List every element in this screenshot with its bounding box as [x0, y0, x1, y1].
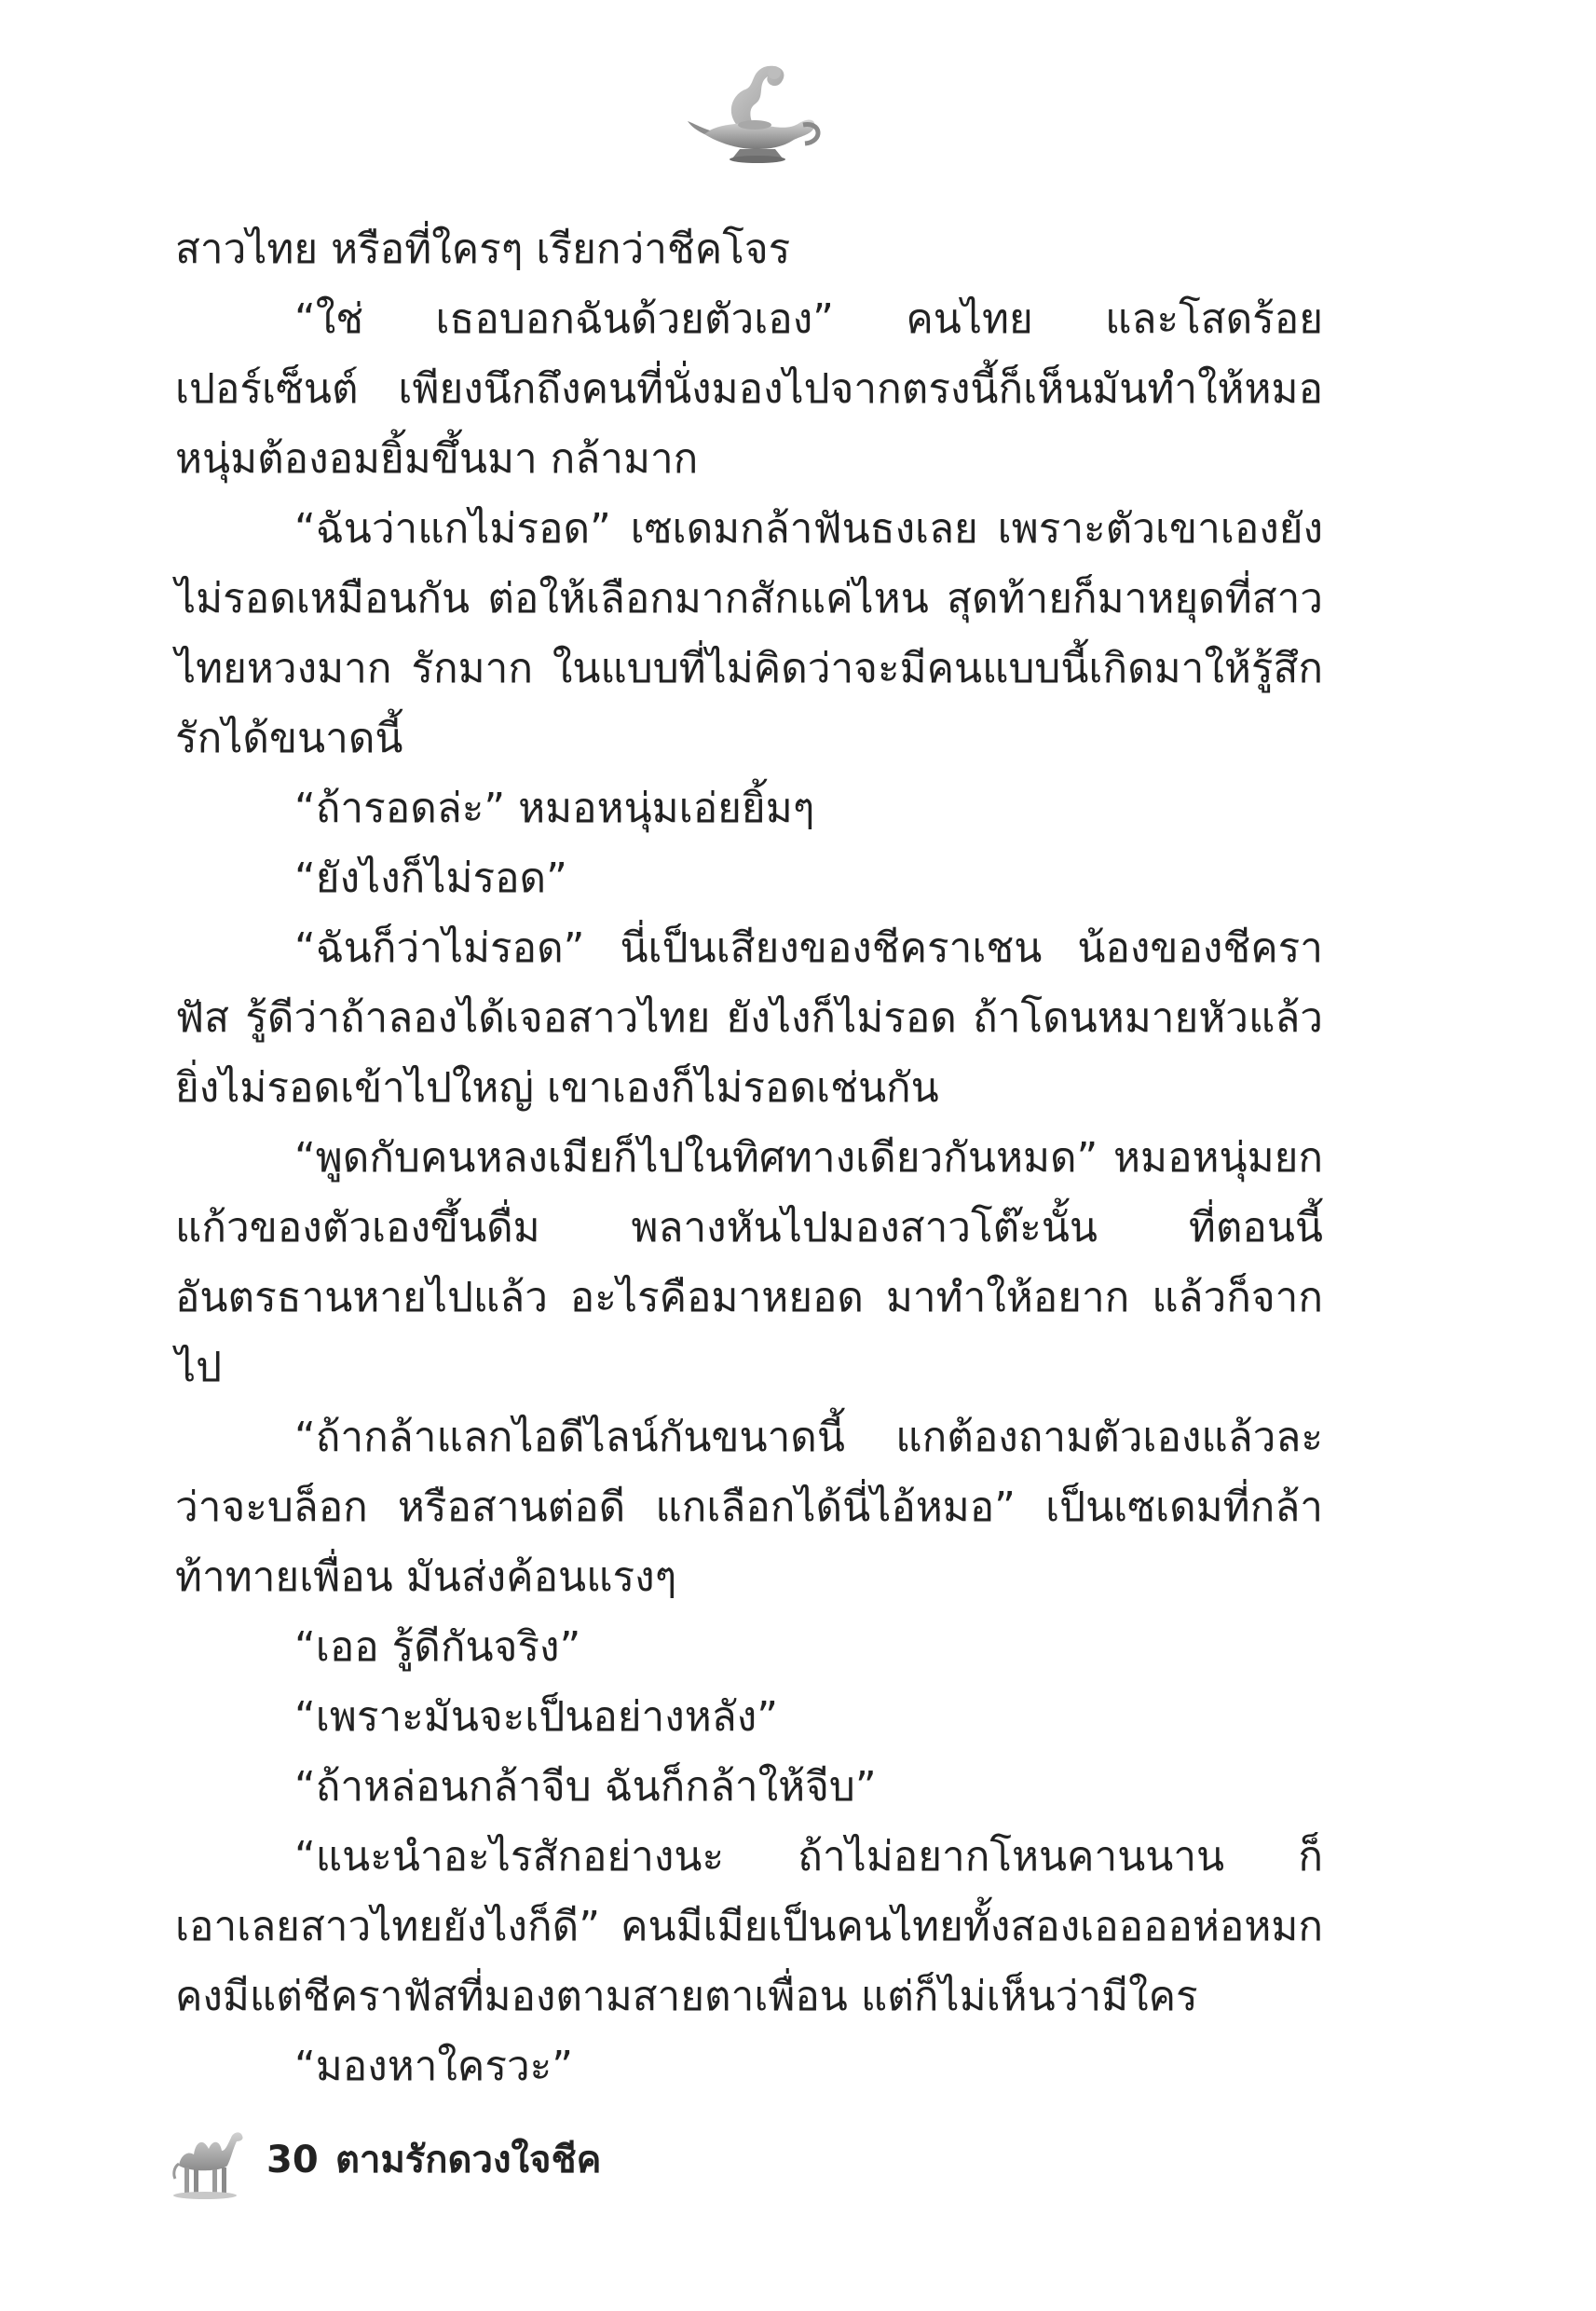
paragraph-12: “แนะนำอะไรสักอย่างนะ ถ้าไม่อยากโหนคานนาน ก็เอาเลยสาวไทยยังไงก็ดี” คนมีเมียเป็นคนไทยทั้งสองเออออห่อหมก คงมีแต่ชีคราฟัสที่มองตามสายตาเพื่อน แต่ก็ไม่เห็นว่ามีใคร — [175, 1833, 1323, 2020]
paragraph-2: “ใช่ เธอบอกฉันด้วยตัวเอง” คนไทย และโสดร้อยเปอร์เซ็นต์ เพียงนึกถึงคนที่นั่งมองไปจากตรงนี้ก็เห็นมันทำให้หมอหนุ่มต้องอมยิ้มขึ้นมา กล้ามาก — [175, 295, 1323, 483]
magic-lamp-with-genie-icon — [686, 56, 825, 168]
paragraph-9: “เออ รู้ดีกันจริง” — [294, 1623, 581, 1671]
paragraph-8: “ถ้ากล้าแลกไอดีไลน์กันขนาดนี้ แกต้องถามตัวเองแล้วละว่าจะบล็อก หรือสานต่อดี แกเลือกได้นี่ไอ้หมอ” เป็นเซเดมที่กล้าท้าทายเพื่อน มันส่งค้อนแรงๆ — [175, 1414, 1323, 1601]
paragraph-13: “มองหาใครวะ” — [294, 2043, 574, 2090]
paragraph-5: “ยังไงก็ไม่รอด” — [294, 855, 567, 902]
paragraph-6: “ฉันก็ว่าไม่รอด” นี่เป็นเสียงของชีคราเชน น้องของชีคราฟัส รู้ดีว่าถ้าลองได้เจอสาวไทย ยังไงก็ไม่รอด ถ้าโดนหมายหัวแล้วยิ่งไม่รอดเข้าไปใหญ่ เขาเองก็ไม่รอดเช่นกัน — [175, 924, 1323, 1112]
camel-icon — [166, 2117, 248, 2201]
paragraph-7: “พูดกับคนหลงเมียก็ไปในทิศทางเดียวกันหมด” หมอหนุ่มยกแก้วของตัวเองขึ้นดื่ม พลางหันไปมองสาวโต๊ะนั้น ที่ตอนนี้อันตรธานหายไปแล้ว อะไรคือมาหยอด มาทำให้อยาก แล้วก็จากไป — [175, 1134, 1323, 1391]
book-title: ตามรักดวงใจชีค — [335, 2139, 602, 2181]
paragraph-11: “ถ้าหล่อนกล้าจีบ ฉันก็กล้าให้จีบ” — [294, 1763, 877, 1811]
page-number: 30 — [266, 2139, 319, 2181]
body-text — [175, 214, 1323, 2101]
page-footer — [166, 2117, 818, 2201]
paragraph-10: “เพราะมันจะเป็นอย่างหลัง” — [294, 1693, 778, 1741]
paragraph-1: สาวไทย หรือที่ใครๆ เรียกว่าชีคโจร — [175, 226, 791, 273]
paragraph-4: “ถ้ารอดล่ะ” หมอหนุ่มเอ่ยยิ้มๆ — [294, 785, 815, 832]
paragraph-3: “ฉันว่าแกไม่รอด” เซเดมกล้าฟันธงเลย เพราะตัวเขาเองยังไม่รอดเหมือนกัน ต่อให้เลือกมากสักแค่ไหน สุดท้ายก็มาหยุดที่สาวไทยหวงมาก รักมาก ในแบบที่ไม่คิดว่าจะมีคนแบบนี้เกิดมาให้รู้สึกรักได้ขนาดนี้ — [175, 505, 1323, 762]
